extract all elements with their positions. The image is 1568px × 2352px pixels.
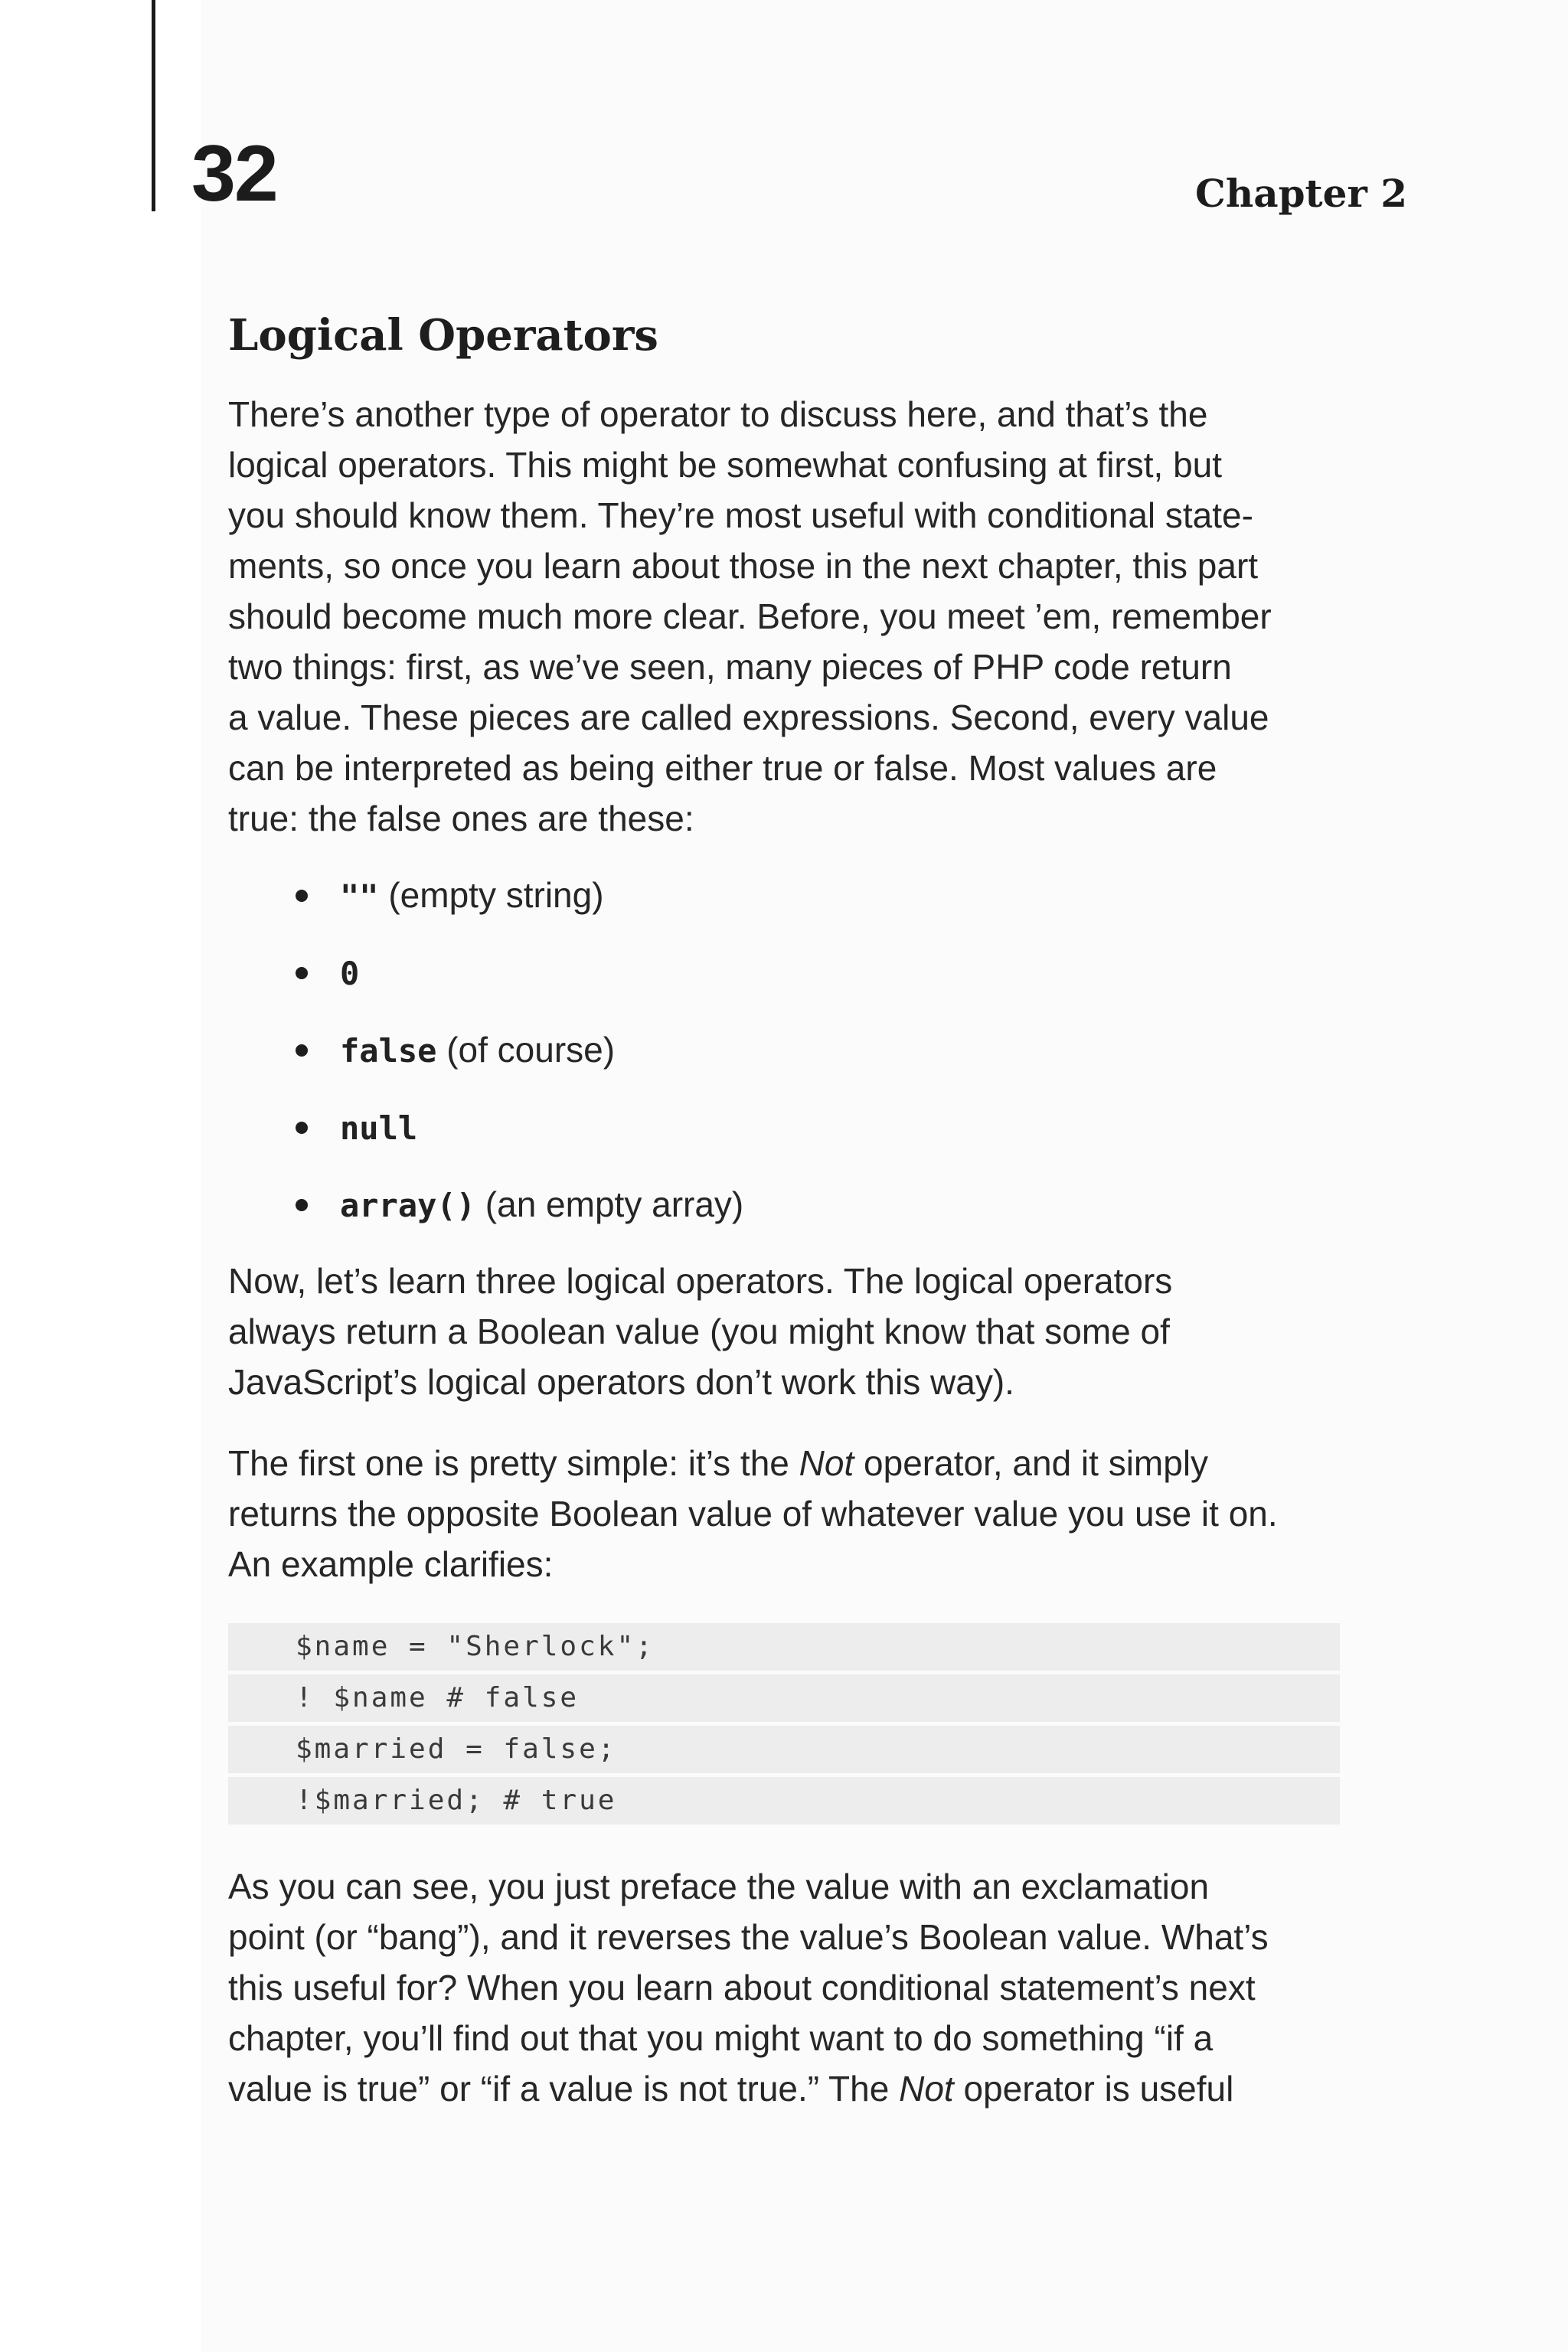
list-item: [228, 1102, 1338, 1179]
text-line: can be interpreted as being either true or false. Most values are: [228, 748, 1217, 789]
text-fragment: operator is useful: [953, 2069, 1234, 2109]
text-line: point (or “bang”), and it reverses the value’s Boolean value. What’s: [228, 1917, 1269, 1958]
operators-paragraph: [228, 1256, 1340, 1407]
text-line: JavaScript’s logical operators don’t work this way).: [228, 1362, 1014, 1403]
text-line: logical operators. This might be somewhat confusing at first, but: [228, 445, 1223, 485]
text-fragment: The first one is pretty simple: it’s the: [228, 1443, 799, 1484]
intro-paragraph: [228, 389, 1340, 844]
text-fragment: operator, and it simply: [854, 1443, 1209, 1484]
explanation-paragraph: [228, 1861, 1340, 2114]
code-line: !$married; # true: [228, 1777, 1340, 1824]
text-line: you should know them. They’re most useful with conditional state-: [228, 495, 1253, 536]
list-item: [228, 870, 1338, 947]
code-line: $married = false;: [228, 1726, 1340, 1773]
emphasis-not: Not: [899, 2069, 954, 2109]
text-line: There’s another type of operator to discuss here, and that’s the: [228, 394, 1208, 435]
bullet-icon: [296, 967, 308, 979]
list-item: [228, 1179, 1338, 1230]
inline-code: array(): [340, 1187, 476, 1225]
text-line: An example clarifies:: [228, 1544, 554, 1585]
bullet-icon: [296, 890, 308, 902]
text-line: [228, 2063, 1340, 2114]
text-line: true: the false ones are these:: [228, 799, 694, 839]
code-line: ! $name # false: [228, 1674, 1340, 1722]
inline-code: null: [340, 1109, 418, 1148]
text-line: ments, so once you learn about those in the next chapter, this part: [228, 546, 1259, 586]
list-item: [228, 1024, 1338, 1102]
text-line: should become much more clear. Before, you meet ’em, remember: [228, 596, 1272, 637]
bullet-icon: [296, 1044, 308, 1057]
text-line: returns the opposite Boolean value of whatever value you use it on.: [228, 1494, 1278, 1534]
text-line: this useful for? When you learn about conditional statement’s next: [228, 1968, 1256, 2008]
bullet-icon: [296, 1199, 308, 1211]
text-line: [228, 1438, 1340, 1488]
list-item: [228, 947, 1338, 1024]
section-heading: Logical Operators: [228, 310, 658, 361]
inline-code: 0: [340, 955, 360, 993]
text-line: a value. These pieces are called expressions. Second, every value: [228, 697, 1269, 738]
item-note: (empty string): [378, 875, 604, 916]
page-content: [228, 311, 1338, 2114]
text-line: always return a Boolean value (you might know that some of: [228, 1312, 1170, 1352]
inline-code: false: [340, 1032, 437, 1070]
not-operator-paragraph: [228, 1438, 1340, 1589]
text-line: As you can see, you just preface the value with an exclamation: [228, 1867, 1210, 1907]
header-rule: [152, 0, 155, 211]
chapter-label: Chapter 2: [1195, 171, 1407, 216]
inline-code: "": [340, 877, 379, 916]
false-values-list: [228, 870, 1338, 1230]
code-example: [228, 1623, 1340, 1824]
emphasis-not: Not: [799, 1443, 854, 1484]
text-line: Now, let’s learn three logical operators. The logical operators: [228, 1261, 1173, 1302]
item-note: (of course): [436, 1030, 616, 1070]
text-fragment: value is true” or “if a value is not true.” The: [228, 2069, 900, 2109]
text-line: chapter, you’ll find out that you might want to do something “if a: [228, 2018, 1214, 2059]
bullet-icon: [296, 1122, 308, 1134]
text-line: two things: first, as we’ve seen, many pieces of PHP code return: [228, 647, 1232, 688]
page-number: 32: [191, 129, 277, 218]
code-line: $name = "Sherlock";: [228, 1623, 1340, 1671]
item-note: (an empty array): [475, 1184, 744, 1225]
